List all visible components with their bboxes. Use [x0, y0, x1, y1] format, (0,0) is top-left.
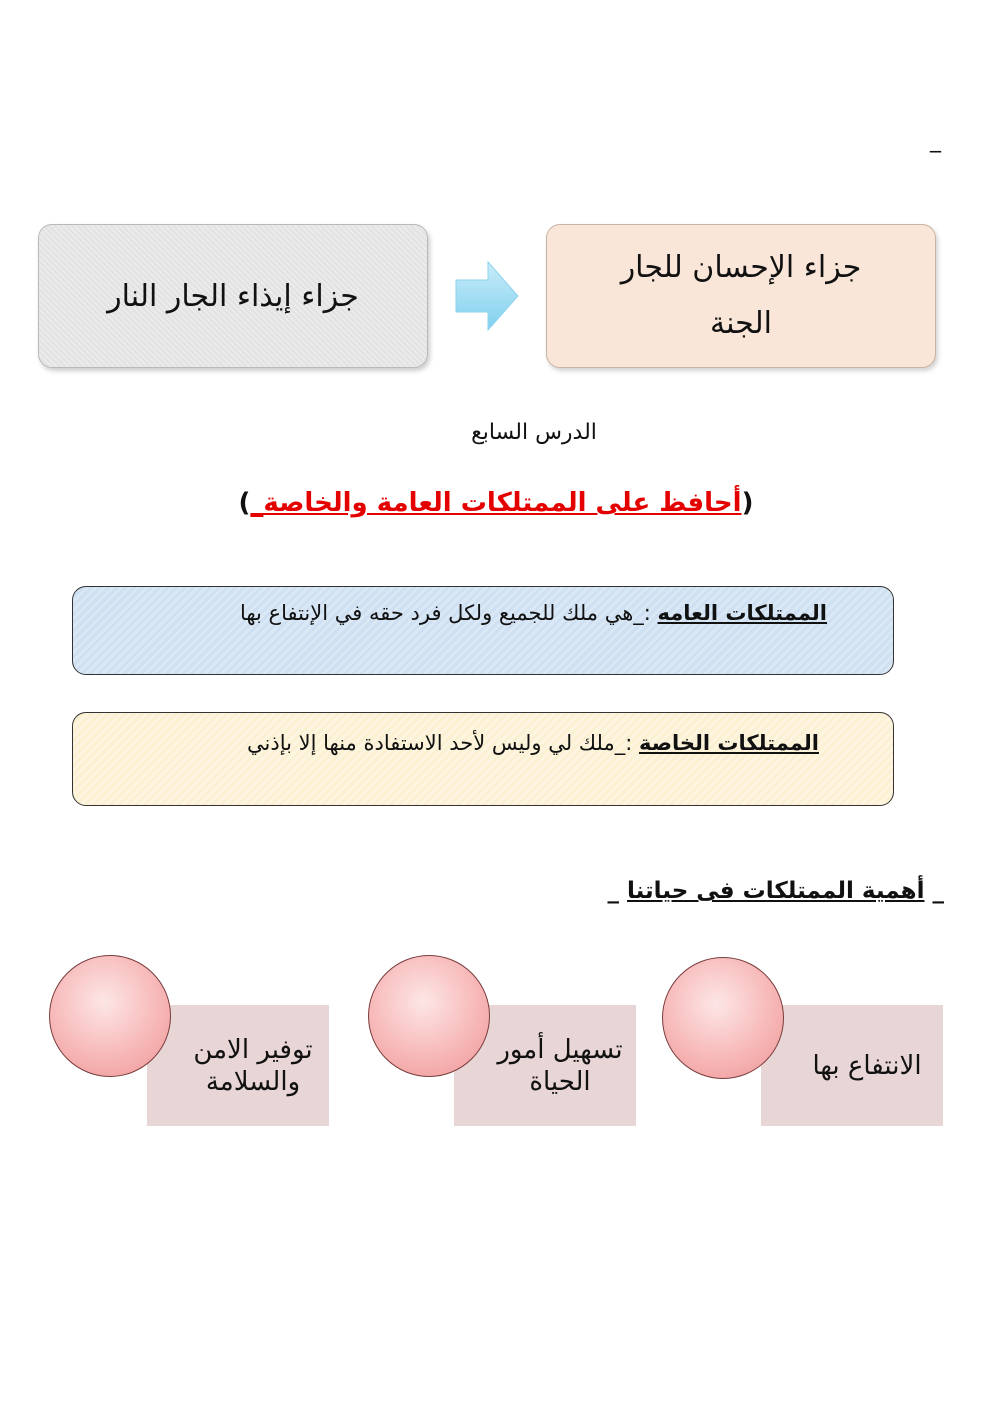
lesson-number: الدرس السابع: [471, 420, 597, 445]
circle-icon: [368, 955, 490, 1077]
circle-icon: [662, 957, 784, 1079]
title-close-paren: ): [238, 488, 251, 518]
heading-text: أهمية الممتلكات فى حياتنا: [627, 878, 925, 904]
title-text: أحافظ على الممتلكات العامة والخاصة_: [250, 488, 742, 518]
lesson-title: [0, 488, 992, 518]
importance-card-safety: [147, 1005, 329, 1126]
public-property-term: الممتلكات العامه: [657, 601, 827, 625]
circle-icon: [49, 955, 171, 1077]
heading-prefix: _: [924, 878, 944, 904]
private-property-text: :_ملك لي وليس لأحد الاستفادة منها إلا بإذني: [247, 731, 639, 755]
bad-neighbor-reward-text: جزاء إيذاء الجار النار: [107, 278, 359, 314]
good-neighbor-reward-box: [546, 224, 936, 368]
importance-item-life: تسهيل أمور الحياة: [497, 1034, 623, 1097]
public-property-text: :_هي ملك للجميع ولكل فرد حقه في الإنتفاع بها: [239, 601, 658, 625]
importance-heading: [608, 878, 945, 904]
title-open-paren: (: [741, 488, 754, 518]
public-property-definition: [72, 586, 894, 675]
private-property-definition: [72, 712, 894, 806]
bad-neighbor-reward-box: [38, 224, 428, 368]
private-property-term: الممتلكات الخاصة: [638, 731, 819, 755]
importance-card-benefit: [761, 1005, 943, 1126]
heading-suffix: _: [607, 878, 628, 904]
importance-item-safety: توفير الامن والسلامة: [193, 1034, 313, 1097]
right-arrow-icon: [452, 258, 522, 334]
top-dash: _: [930, 128, 941, 153]
good-neighbor-reward-text: جزاء الإحسان للجار الجنة: [620, 250, 862, 341]
importance-item-benefit: الانتفاع بها: [812, 1050, 922, 1081]
